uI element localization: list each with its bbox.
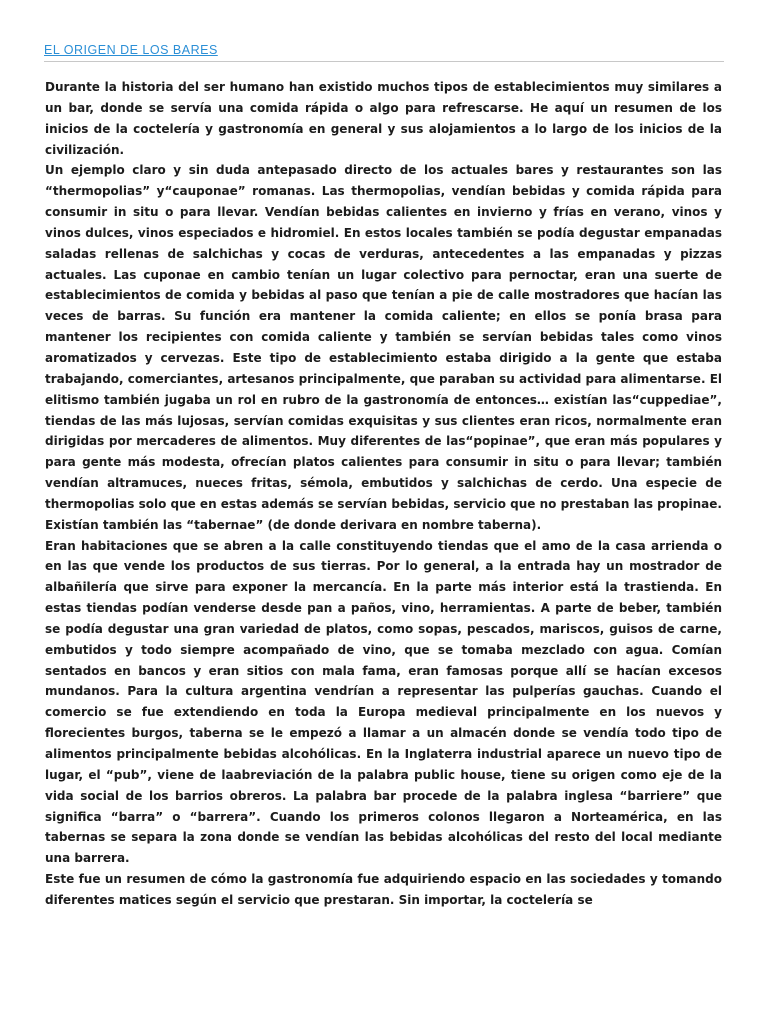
- title-bar: [44, 41, 724, 62]
- paragraph-tabernae: Existían también las “tabernae” (de donde derivara en nombre taberna).: [45, 517, 542, 532]
- paragraph-taverns-history: Eran habitaciones que se abren a la calle constituyendo tiendas que el amo de la casa arrienda o en las que vende los productos de sus tierras. Por lo general, a la entrada hay un mostrador de albañilería que sirve para exponer la mercancía. En la parte más interior está la trastienda. En estas tiendas podían venderse desde pan a paños, vino, herramientas. A parte de beber, también se podía degustar una gran variedad de platos, como sopas, pescados, mariscos, guisos de carne, embutidos y todo siempre acompañado de vino, que se tomaba mezclado con agua. Comían sentados en bancos y eran sitios con mala fama, eran famosas porque allí se hacían excesos mundanos. Para la cultura argentina vendrían a representar las pulperías gauchas. Cuando el comercio se fue extendiendo en toda la Europa medieval principalmente en los nuevos y florecientes burgos, taberna se le empezó a llamar a un almacén donde se vendía todo tipo de alimentos principalmente bebidas alcohólicas. En la Inglaterra industrial aparece un nuevo tipo de lugar, el “pub”, viene de laabreviación de la palabra public house, tiene su origen como eje de la vida social de los barrios obreros. La palabra bar procede de la palabra inglesa “barriere” que significa “barra” o “barrera”. Cuando los primeros colonos llegaron a Norteamérica, en las tabernas se separa la zona donde se vendían las bebidas alcohólicas del resto del local mediante una barrera.: [45, 538, 722, 866]
- document-title: EL ORIGEN DE LOS BARES: [44, 43, 218, 57]
- paragraph-summary: Este fue un resumen de cómo la gastronomía fue adquiriendo espacio en las sociedades y tomando diferentes matices según el servicio que prestaran. Sin importar, la coctelería se: [45, 872, 722, 907]
- document-body: [45, 77, 722, 911]
- paragraph-intro: Durante la historia del ser humano han existido muchos tipos de establecimientos muy similares a un bar, donde se servía una comida rápida o algo para refrescarse. He aquí un resumen de los inicios de la coctelería y gastronomía en general y sus alojamientos a lo largo de los inicios de la civilización.: [45, 80, 722, 157]
- paragraph-roman-establishments: Un ejemplo claro y sin duda antepasado directo de los actuales bares y restaurantes son las “thermopolias” y“cauponae” romanas. Las thermopolias, vendían bebidas y comida rápida para consumir in situ o para llevar. Vendían bebidas calientes en invierno y frías en verano, vinos y vinos dulces, vinos especiados e hidromiel. En estos locales también se podía degustar empanadas saladas rellenas de salchichas y cocas de verduras, antecedentes a las empanadas y pizzas actuales. Las cuponae en cambio tenían un lugar colectivo para pernoctar, eran una suerte de establecimientos de comida y bebidas al paso que tenían a pie de calle mostradores que hacían las veces de barras. Su función era mantener la comida caliente; en ellos se ponía brasa para mantener los recipientes con comida caliente y también se servían bebidas tales como vinos aromatizados y cervezas. Este tipo de establecimiento estaba dirigido a la gente que estaba trabajando, comerciantes, artesanos principalmente, que paraban su actividad para alimentarse. El elitismo también jugaba un rol en rubro de la gastronomía de entonces… existían las“cuppediae”, tiendas de las más lujosas, servían comidas exquisitas y sus clientes eran ricos, normalmente eran dirigidas por mercaderes de alimentos. Muy diferentes de las“popinae”, que eran más populares y para gente más modesta, ofrecían platos calientes para consumir in situ o para llevar; también vendían altramuces, nueces fritas, sémola, embutidos y salchichas de cerdo. Una especie de thermopolias solo que en estas además se servían bebidas, servicio que no prestaban las propinae.: [45, 163, 722, 511]
